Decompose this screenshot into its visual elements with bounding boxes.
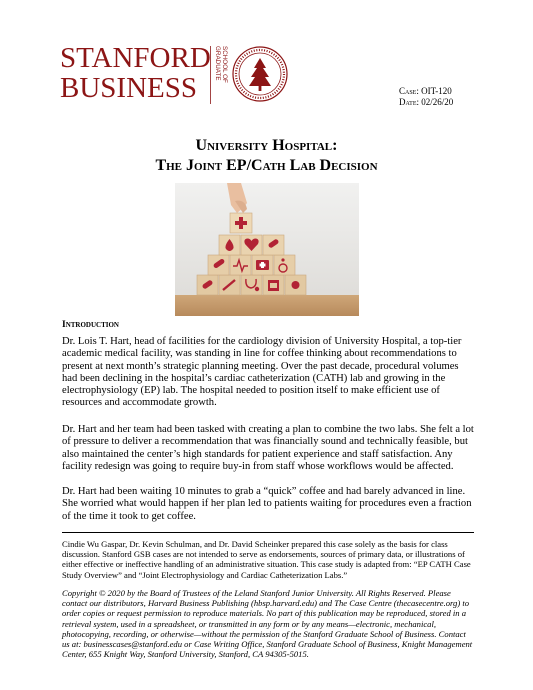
footnote-copyright: Copyright © 2020 by the Board of Trustees of the Leland Stanford Junior University. All Rights Reserved. Please contact our distributors, Harvard Business Publishing (hbsp.harvard.edu) and The Case Centre (thecasecentre.org) to order copies or request permission to reproduce materials. No part of this publication may be reproduced, stored in a retrieval system, used in a spreadsheet, or transmitted in any form or by any means—electronic, mechanical, photocopying, recording, or otherwise—without the permission of the Stanford Graduate School of Business. Contact us at: businesscases@stanford.edu or Case Writing Office, Stanford Graduate School of Business, Knight Management Center, 655 Knight Way, Stanford University, Stanford, CA 94305-5015. bbox=[62, 588, 473, 660]
paragraph-1: Dr. Lois T. Hart, head of facilities for the cardiology division of University Hospital, a top-tier academic medical facility, was standing in line for coffee thinking about recommendations to present at next month’s strategic planning meeting. Over the past decade, procedural volumes had been declining in the hospital’s cardiac catheterization (CATH) lab and growing in the electrophysiology (EP) lab. The hospital needed to position itself to make efficient use of resources and accommodate growth. bbox=[62, 336, 462, 409]
date-label: Date: bbox=[399, 97, 419, 107]
title-line-2: The Joint EP/Cath Lab Decision bbox=[155, 157, 378, 174]
case-number: OIT-120 bbox=[421, 86, 452, 96]
block-top-cross bbox=[230, 213, 252, 233]
stanford-seal-icon bbox=[232, 46, 288, 102]
logo-vertical-line-1: GRADUATE bbox=[214, 46, 221, 81]
logo-word-business: BUSINESS bbox=[60, 72, 197, 104]
logo-vertical-text bbox=[210, 44, 228, 106]
block-row-upper bbox=[219, 235, 284, 255]
footnote-authors: Cindie Wu Gaspar, Dr. Kevin Schulman, and Dr. David Scheinker prepared this case solely as the basis for class discussion. Stanford GSB cases are not intended to serve as endorsements, sources of primary data, or illustrations of either effective or ineffective handling of an administrative situation. This case study is adapted from: “EP CATH Case Study Overview” and “Joint Electrophysiology and Cardiac Catheterization Labs.” bbox=[62, 539, 471, 580]
section-heading-introduction: Introduction bbox=[62, 320, 119, 330]
hero-image-medical-blocks bbox=[175, 183, 359, 316]
paragraph-3: Dr. Hart had been waiting 10 minutes to grab a “quick” coffee and had barely advanced in line. She worried what would happen if her plan led to patients waiting for procedures even a fraction of the time it took to get coffee. bbox=[62, 486, 472, 522]
paragraph-2: Dr. Hart and her team had been tasked with creating a plan to combine the two labs. She felt a lot of pressure to deliver a recommendation that was financially sound and technically feasible, but also maintained the center’s high standards for patient experience and staff satisfaction. Any facility redesign was going to require buy-in from staff whose workflows would be affected. bbox=[62, 424, 474, 472]
footnote-divider bbox=[62, 532, 474, 533]
block-row-bottom bbox=[197, 275, 306, 295]
case-date: 02/26/20 bbox=[421, 97, 454, 107]
logo-word-stanford: STANFORD bbox=[60, 42, 211, 74]
logo-vertical-line-2: SCHOOL OF bbox=[221, 46, 228, 83]
title-line-1: University Hospital: bbox=[195, 137, 338, 154]
stanford-gsb-logo bbox=[60, 44, 285, 112]
case-info bbox=[399, 86, 471, 108]
case-label: Case: bbox=[399, 86, 419, 96]
